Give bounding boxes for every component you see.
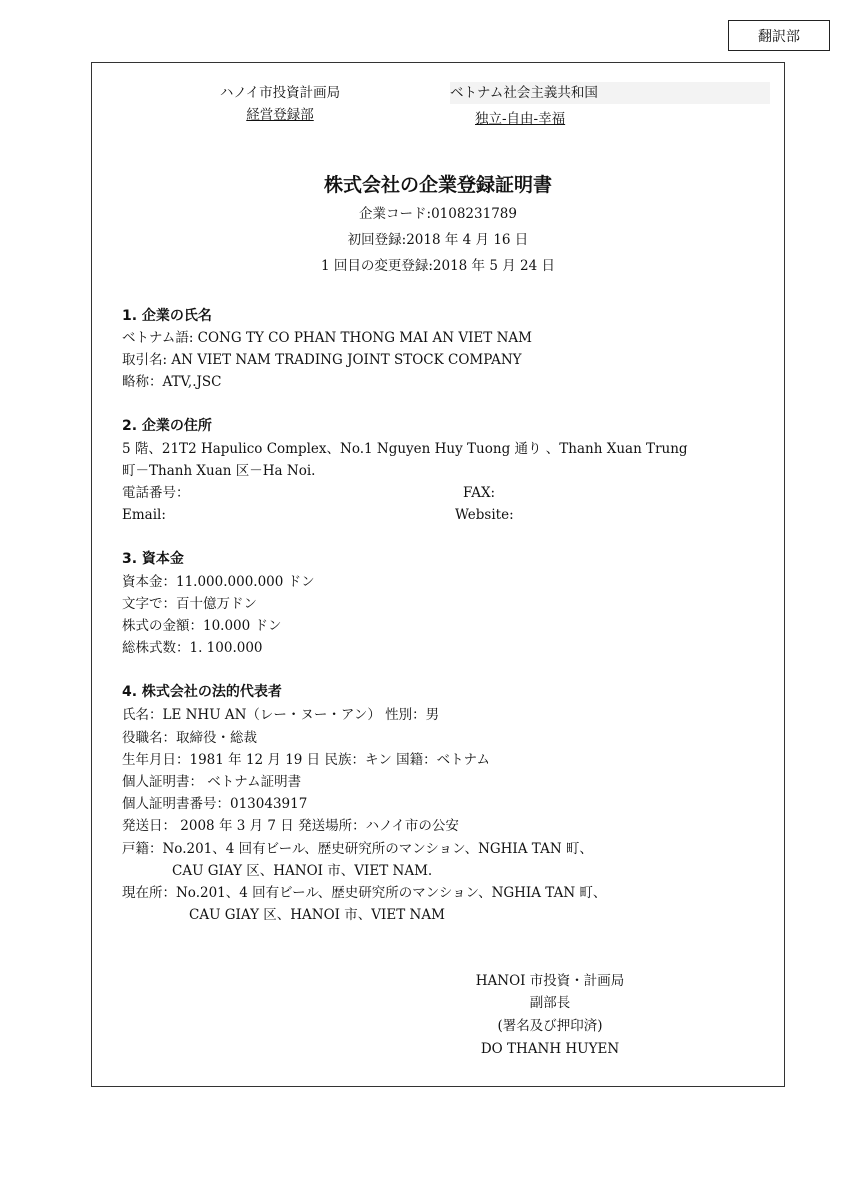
company-trade-name: 取引名: AN VIET NAM TRADING JOINT STOCK COMPANY: [122, 352, 522, 368]
signature-authority: HANOI 市投資・計画局: [475, 973, 625, 989]
capital-amount: 資本金：11.000.000.000 ドン: [122, 574, 315, 590]
rep-position: 役職名：取締役・総裁: [122, 730, 257, 746]
website-label: Website:: [455, 507, 514, 523]
rep-residence-line-1: 現在所：No.201、4 回有ビール、歴史研究所のマンション、NGHIA TAN 町、: [122, 885, 607, 901]
rep-domicile-line-2: CAU GIAY 区、HANOI 市、VIET NAM.: [172, 863, 433, 879]
section-1-heading: 1. 企業の氏名: [122, 308, 212, 324]
first-registration: 初回登録:2018 年 4 月 16 日: [347, 232, 529, 248]
translation-dept-tag: 翻訳部: [728, 20, 830, 51]
signature-title: 副部長: [529, 995, 571, 1011]
capital-in-words: 文字で：百十億万ドン: [122, 596, 257, 612]
section-3-heading: 3. 資本金: [122, 551, 184, 567]
country-motto: 独立-自由-幸福: [475, 111, 566, 127]
change-registration: 1 回目の変更登録:2018 年 5 月 24 日: [320, 258, 555, 274]
enterprise-code: 企業コード:0108231789: [359, 206, 517, 222]
signatory-name: DO THANH HUYEN: [480, 1041, 620, 1057]
share-par-value: 株式の金額：10.000 ドン: [122, 618, 282, 634]
issuer-department: 経営登録部: [246, 107, 314, 123]
rep-birth-ethnicity-nationality: 生年月日：1981 年 12 月 19 日 民族：キン 国籍：ベトナム: [122, 752, 490, 768]
document-title: 株式会社の企業登録証明書: [323, 174, 552, 196]
issuer-name: ハノイ市投資計画局: [219, 85, 341, 101]
rep-id-type: 個人証明書： ベトナム証明書: [122, 774, 302, 790]
fax-label: FAX:: [463, 485, 496, 501]
total-shares: 総株式数：1. 100.000: [122, 640, 263, 656]
section-4-heading: 4. 株式会社の法的代表者: [122, 684, 282, 700]
address-line-1: 5 階、21T2 Hapulico Complex、No.1 Nguyen Huy Tuong 通り 、Thanh Xuan Trung: [122, 441, 688, 457]
signature-note: (署名及び押印済): [497, 1018, 603, 1034]
company-abbreviation: 略称：ATV,.JSC: [122, 374, 222, 390]
email-label: Email:: [122, 507, 166, 523]
rep-domicile-line-1: 戸籍：No.201、4 回有ビール、歴史研究所のマンション、NGHIA TAN 町、: [122, 841, 593, 857]
country-name: ベトナム社会主義共和国: [450, 82, 770, 104]
phone-label: 電話番号：: [122, 485, 190, 501]
rep-id-number: 個人証明書番号：013043917: [122, 796, 308, 812]
section-2-heading: 2. 企業の住所: [122, 418, 212, 434]
rep-name-gender: 氏名：LE NHU AN（レー・ヌー・アン） 性別：男: [122, 707, 440, 723]
address-line-2: 町－Thanh Xuan 区－Ha Noi.: [122, 463, 316, 479]
rep-residence-line-2: CAU GIAY 区、HANOI 市、VIET NAM: [189, 907, 445, 923]
rep-id-issue: 発送日： 2008 年 3 月 7 日 発送場所：ハノイ市の公安: [122, 818, 459, 834]
company-name-vietnamese: ベトナム語: CONG TY CO PHAN THONG MAI AN VIET NAM: [122, 330, 532, 346]
